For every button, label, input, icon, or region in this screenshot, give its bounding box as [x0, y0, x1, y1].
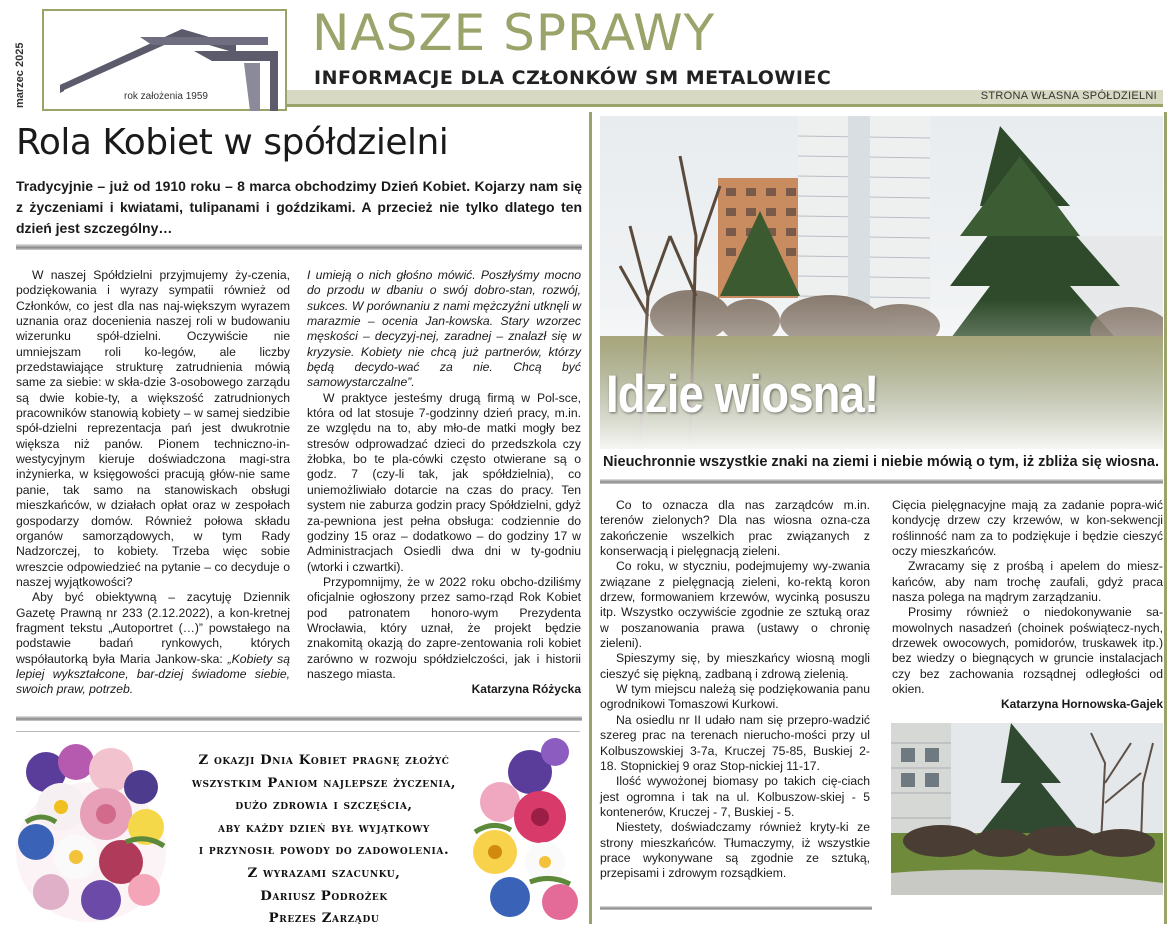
article2-column-1 — [600, 498, 870, 882]
spring-headline: Idzie wiosna! — [606, 365, 879, 424]
section-bar-label: STRONA WŁASNA SPÓŁDZIELNI — [980, 90, 1157, 102]
quote-paragraph: I umieją o nich głośno mówić. Poszłyśmy mocno do przodu w dbaniu o swój dobro-stan, rozwój, sukces. W porównaniu z nami mężczyźni utknęli w marazmie – ocenia Jan-kowska. Stary wzorzec męskości – decyzyj-nej, zaradnej – znalazł się w kryzysie. Kobiety nie chcą już partnerów, którzy będą decydo-wać za nie. Chcą być samowystarczalne”. — [307, 268, 581, 390]
paragraph: Aby być obiektywną – zacytuję Dziennik Gazetę Prawną nr 233 (2.12.2022), a kon-kretnej fragment tekstu „Autoportret (…)” powstałego na podstawie badań rynkowych, których współautorką była Maria Jankow-ska: „Kobiety są lepiej wykształcone, bar-dziej świadome siebie, swoich praw, potrzeb. — [16, 590, 290, 697]
cooperative-logo — [42, 9, 287, 111]
greeting-signer: Dariusz Podrożek — [260, 888, 388, 904]
page-edge-rule — [1164, 112, 1167, 924]
logo-caption: rok założenia 1959 — [124, 91, 208, 102]
author-signature: Katarzyna Różycka — [471, 682, 581, 697]
trimmed-shrubs-photo — [891, 723, 1163, 895]
issue-date: marzec 2025 — [14, 42, 26, 108]
womens-day-greeting — [16, 731, 580, 925]
caption-separator — [600, 479, 1163, 484]
paragraph: Co to oznacza dla nas zarządców m.in. terenów zielonych? Dla nas wiosna ozna-cza zakończenie wszelkich prac związanych z konserwacją i pielęgnacją zieleni. — [600, 498, 870, 559]
paragraph: Spieszymy się, by mieszkańcy wiosną mogli cieszyć się piękną, zadbaną i zdrową zielenią. — [600, 651, 870, 681]
author-signature: Katarzyna Hornowska-Gajek — [1000, 697, 1163, 712]
greeting-line: wszystkim Paniom najlepsze życzenia, — [191, 775, 457, 791]
paragraph: Prosimy również o niedokonywanie sa-mowolnych nasadzeń (choinek poświątecz-nych, drzewek owocowych, pomidorów, truskawek itp.) bez wiedzy o biegnących w gruncie instalacjach czy bez zachowania rozsądnej odległości od okien. — [892, 605, 1163, 697]
paragraph: Ilość wywożonej biomasy po takich cię-ciach jest ogromna i tak na ul. Kolbuszow-skiej - 5 kontenerów, Kruczej - 7, Buskiej - 5. — [600, 774, 870, 819]
article1-column-1 — [16, 268, 290, 698]
article-lead: Tradycyjnie – już od 1910 roku – 8 marca obchodzimy Dzień Kobiet. Kojarzy nam się z życzeniami i kwiatami, tulipanami i goździkami. A przecież nie tylko dlatego ten dzień jest szczególny… — [16, 178, 582, 236]
section-separator — [16, 716, 582, 721]
paragraph: Co roku, w styczniu, podejmujemy wy-zwania związane z pielęgnacją zieleni, ko-rektą koron drzew, formowaniem krzewów, wycinką posuszu itp. Wszystko oczywiście zgodnie ze sztuką oraz w poszanowania prawa (ustawy o chronię zieleni). — [600, 559, 870, 651]
paragraph: W tym miejscu należą się podziękowania panu ogrodnikowi Tomaszowi Kurkowi. — [600, 682, 870, 712]
paragraph: Cięcia pielęgnacyjne mają za zadanie popra-wić kondycję drzew czy krzewów, w kon-sekwencji roślinność nam za to podziękuje i będzie cieszyć oczy mieszkańców. — [892, 498, 1163, 559]
paragraph: Na osiedlu nr II udało nam się przepro-wadzić szereg prac na terenach nierucho-mości przy ul Kolbuszowskiej 3-7a, Kruczej 75-85, Buskiej 2-18. Stopnickiej 9 oraz Stop-nickiej 11-17. — [600, 712, 870, 773]
article1-column-2 — [307, 268, 581, 698]
greeting-line: Z wyrazami szacunku, — [247, 865, 401, 881]
article2-column-2 — [892, 498, 1163, 713]
lead-separator — [16, 244, 582, 250]
masthead-rule — [287, 104, 1163, 107]
flower-bouquet-right-icon — [470, 732, 580, 925]
newsletter-title: NASZE SPRAWY — [312, 4, 716, 62]
paragraph: Zwracamy się z prośbą i apelem do miesz-kańców, aby nam trochę zaufali, gdyż praca nasza polega na mądrym zarządzaniu. — [892, 559, 1163, 605]
flower-bouquet-left-icon — [16, 732, 166, 925]
greeting-text — [176, 750, 472, 925]
column-footer-separator — [600, 906, 872, 910]
newsletter-subtitle: INFORMACJE DLA CZŁONKÓW SM METALOWIEC — [314, 67, 832, 89]
photo-caption: Nieuchronnie wszystkie znaki na ziemi i niebie mówią o tym, iż zbliża się wiosna. — [603, 454, 1159, 470]
greeting-line: i przynosił powody do zadowolenia. — [198, 843, 450, 859]
section-bar — [287, 90, 1163, 104]
article-title: Rola Kobiet w spółdzielni — [16, 122, 449, 163]
paragraph: Przypomnijmy, że w 2022 roku obcho-dziliśmy oficjalnie ogłoszony przez samo-rząd Rok Kobiet pod patronatem honoro-wym Prezydenta Wrocławia, który uznał, że projekt będzie znakomitą okazją do zapre-zentowania roli kobiet zarówno w rozwoju spółdzielczości, jak i historii naszego miasta. — [307, 574, 581, 681]
greeting-line: aby każdy dzień był wyjątkowy — [218, 820, 430, 836]
paragraph: W praktyce jesteśmy drugą firmą w Pol-sce, która od lat stosuje 7-godzinny dzień pracy, m.in. ze względu na to, aby mło-de matki mogły bez stresów odprowadzać dzieci do przedszkola czy żłobka, bo te pla-cówki często otwierane są o godz. 7 (czy-li tak, jak spółdzielnia), co uniemożliwiało dotarcie na czas do pracy. Ten system nie zaburza godzin pracy Spółdzielni, gdyż za-pewniona jest pełna obsługa: codziennie do godziny 15 oraz – dodatkowo – do godziny 17 w Administracjach Osiedli dwa dni w ty-godniu (wtorki i czwartki). — [307, 390, 581, 574]
paragraph: Niestety, doświadczamy również kryty-ki ze strony mieszkańców. Tłumaczymy, iż wszystkie prace wykonywane są zgodnie ze sztuką, przepisami i zdrowym rozsądkiem. — [600, 820, 870, 881]
greeting-signer-title: Prezes Zarządu — [268, 911, 380, 925]
paragraph: W naszej Spółdzielni przyjmujemy ży-czenia, podziękowania i wyrazy sympatii również od Członków, co jest dla nas naj-większym wyrazem uznania oraz docenienia naszej roli w budowaniu wizerunku spół-dzielni. Oczywiście nie umniejszam roli ko-legów, ale liczby przedstawiające strukturę zatrudnienia mówią same za siebie: w skła-dzie 3-osobowego zarządu są dwie kobie-ty, a większość zatrudnionych pracowników stanowią kobiety – w samej siedzibie spół-dzielni reprezentacja pań jest dwukrotnie większa niż panów. Pionem techniczno-in-westycyjnym kieruje doświadczona magi-stra inżynierka, w księgowości pracują głów-nie same panie, tak samo na stanowiskach obsługi mieszkańców, w działach opłat oraz w zespołach gospodarzy domów. Również połowa składu organów samorządowych, w tym Rady Nadzorczej, to kobiety. Trzeba więc sobie wreszcie odpowiedzieć na pytanie – co decyduje o naszej wyjątkowości? — [16, 268, 290, 589]
estate-greenery-photo — [891, 723, 1163, 895]
greeting-line: Z okazji Dnia Kobiet pragnę złożyć — [198, 753, 450, 768]
column-divider — [589, 112, 592, 924]
greeting-line: dużo zdrowia i szczęścia, — [235, 798, 413, 814]
